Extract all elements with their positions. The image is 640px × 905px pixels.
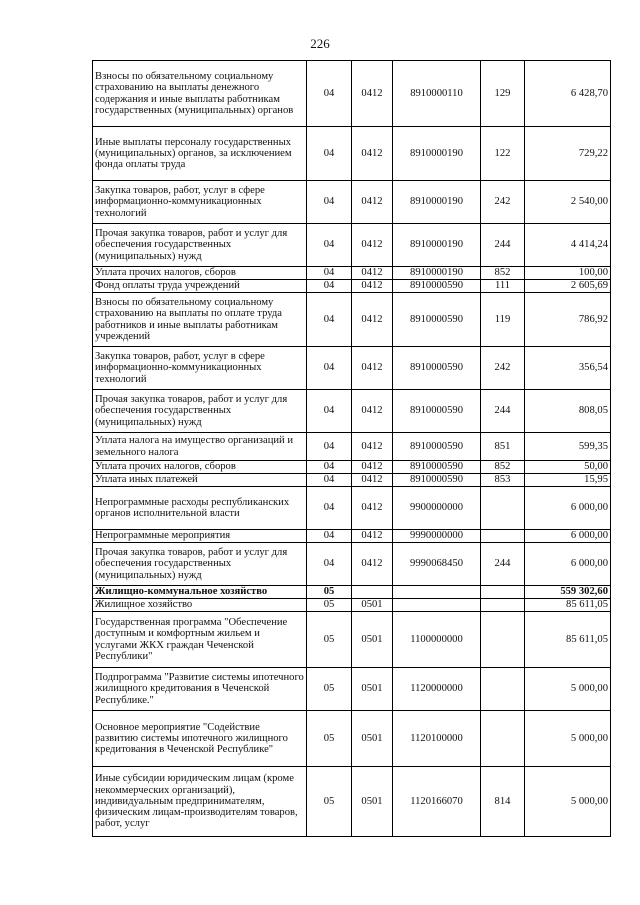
table-row [93,267,611,280]
row-subsection: 0412 [352,293,393,347]
row-section: 04 [307,181,352,224]
row-expense-type [481,599,525,612]
row-expense-type: 244 [481,224,525,267]
row-subsection: 0412 [352,487,393,530]
row-section: 05 [307,711,352,767]
table-row [93,711,611,767]
row-target-code: 8910000590 [393,280,481,293]
row-name: Иные субсидии юридическим лицам (кроме некоммерческих организаций), индивидуальным предпринимателям, физическим лицам-производителям товаров, работ, услуг [93,767,307,837]
row-target-code: 1100000000 [393,612,481,668]
row-name: Фонд оплаты труда учреждений [93,280,307,293]
row-expense-type: 242 [481,181,525,224]
row-expense-type: 853 [481,474,525,487]
row-target-code: 1120100000 [393,711,481,767]
row-subsection: 0412 [352,224,393,267]
row-expense-type: 852 [481,461,525,474]
row-amount: 6 428,70 [525,61,611,127]
row-subsection: 0412 [352,433,393,461]
row-subsection: 0412 [352,461,393,474]
row-section: 04 [307,530,352,543]
row-expense-type [481,711,525,767]
row-amount: 6 000,00 [525,530,611,543]
row-target-code: 8910000590 [393,390,481,433]
row-amount: 6 000,00 [525,543,611,586]
row-target-code [393,586,481,599]
row-section: 04 [307,543,352,586]
table-row [93,461,611,474]
row-target-code [393,599,481,612]
table-row [93,612,611,668]
row-target-code: 8910000190 [393,127,481,181]
row-amount: 6 000,00 [525,487,611,530]
row-target-code: 8910000590 [393,474,481,487]
row-name: Жилищно-коммунальное хозяйство [93,586,307,599]
row-target-code: 1120166070 [393,767,481,837]
row-target-code: 9900000000 [393,487,481,530]
row-name: Прочая закупка товаров, работ и услуг для обеспечения государственных (муниципальных) нужд [93,390,307,433]
row-expense-type: 119 [481,293,525,347]
table-row [93,181,611,224]
row-target-code: 8910000190 [393,224,481,267]
row-amount: 50,00 [525,461,611,474]
row-amount: 5 000,00 [525,668,611,711]
row-section: 05 [307,767,352,837]
table-row [93,390,611,433]
row-section: 04 [307,433,352,461]
row-name: Подпрограмма "Развитие системы ипотечного жилищного кредитования в Чеченской Республике." [93,668,307,711]
row-amount: 5 000,00 [525,767,611,837]
row-section: 04 [307,293,352,347]
row-section: 04 [307,461,352,474]
row-subsection: 0501 [352,612,393,668]
row-section: 04 [307,474,352,487]
table-row [93,487,611,530]
row-name: Прочая закупка товаров, работ и услуг для обеспечения государственных (муниципальных) нужд [93,543,307,586]
table-row [93,474,611,487]
row-name: Иные выплаты персоналу государственных (муниципальных) органов, за исключением фонда оплаты труда [93,127,307,181]
row-name: Непрограммные расходы республиканских органов исполнительной власти [93,487,307,530]
row-name: Взносы по обязательному социальному страхованию на выплаты денежного содержания и иные выплаты работникам государственных (муниципальных) органов [93,61,307,127]
row-name: Закупка товаров, работ, услуг в сфере информационно-коммуникационных технологий [93,347,307,390]
row-expense-type: 852 [481,267,525,280]
row-expense-type: 814 [481,767,525,837]
row-target-code: 1120000000 [393,668,481,711]
row-section: 04 [307,347,352,390]
row-subsection: 0412 [352,530,393,543]
row-expense-type: 242 [481,347,525,390]
row-amount: 85 611,05 [525,612,611,668]
row-section: 04 [307,280,352,293]
row-section: 05 [307,612,352,668]
row-target-code: 8910000190 [393,181,481,224]
row-amount: 559 302,60 [525,586,611,599]
row-amount: 85 611,05 [525,599,611,612]
row-amount: 5 000,00 [525,711,611,767]
row-target-code: 8910000110 [393,61,481,127]
row-amount: 786,92 [525,293,611,347]
row-target-code: 8910000590 [393,433,481,461]
row-subsection: 0412 [352,267,393,280]
table-row [93,543,611,586]
row-expense-type [481,586,525,599]
row-amount: 599,35 [525,433,611,461]
row-expense-type [481,487,525,530]
row-target-code: 8910000590 [393,461,481,474]
row-amount: 4 414,24 [525,224,611,267]
row-subsection: 0412 [352,280,393,293]
row-name: Жилищное хозяйство [93,599,307,612]
row-section: 04 [307,61,352,127]
row-target-code: 9990000000 [393,530,481,543]
table-row [93,530,611,543]
row-name: Взносы по обязательному социальному страхованию на выплаты по оплате труда работников и иные выплаты работникам учреждений [93,293,307,347]
table-row [93,347,611,390]
page-number: 226 [310,36,330,51]
row-target-code: 8910000590 [393,293,481,347]
row-section: 05 [307,668,352,711]
table-row [93,586,611,599]
row-section: 04 [307,127,352,181]
row-subsection: 0412 [352,390,393,433]
row-expense-type: 111 [481,280,525,293]
row-target-code: 9990068450 [393,543,481,586]
row-amount: 2 605,69 [525,280,611,293]
row-subsection: 0412 [352,474,393,487]
row-subsection: 0412 [352,181,393,224]
row-section: 04 [307,224,352,267]
row-name: Уплата иных платежей [93,474,307,487]
row-subsection: 0412 [352,543,393,586]
row-section: 04 [307,267,352,280]
row-target-code: 8910000590 [393,347,481,390]
row-name: Основное мероприятие "Содействие развитию системы ипотечного жилищного кредитования в Чеченской Республике" [93,711,307,767]
row-name: Непрограммные мероприятия [93,530,307,543]
row-subsection: 0501 [352,668,393,711]
row-subsection: 0501 [352,767,393,837]
row-amount: 729,22 [525,127,611,181]
row-section: 04 [307,487,352,530]
row-subsection: 0412 [352,127,393,181]
table-row [93,293,611,347]
row-subsection: 0501 [352,711,393,767]
row-expense-type: 244 [481,543,525,586]
row-expense-type [481,530,525,543]
table-row [93,668,611,711]
row-name: Уплата прочих налогов, сборов [93,267,307,280]
row-name: Уплата налога на имущество организаций и земельного налога [93,433,307,461]
table-row [93,599,611,612]
table-row [93,224,611,267]
row-expense-type [481,668,525,711]
row-name: Уплата прочих налогов, сборов [93,461,307,474]
row-subsection: 0412 [352,61,393,127]
row-target-code: 8910000190 [393,267,481,280]
table-row [93,280,611,293]
row-amount: 356,54 [525,347,611,390]
row-expense-type: 244 [481,390,525,433]
table-row [93,433,611,461]
budget-table [92,60,611,837]
row-expense-type: 851 [481,433,525,461]
row-subsection: 0412 [352,347,393,390]
row-amount: 100,00 [525,267,611,280]
row-section: 04 [307,390,352,433]
row-section: 05 [307,586,352,599]
table-row [93,61,611,127]
row-subsection: 0501 [352,599,393,612]
row-amount: 808,05 [525,390,611,433]
table-row [93,767,611,837]
row-name: Прочая закупка товаров, работ и услуг для обеспечения государственных (муниципальных) нужд [93,224,307,267]
row-subsection [352,586,393,599]
row-amount: 15,95 [525,474,611,487]
table-row [93,127,611,181]
row-expense-type [481,612,525,668]
row-expense-type: 122 [481,127,525,181]
row-amount: 2 540,00 [525,181,611,224]
row-expense-type: 129 [481,61,525,127]
row-name: Государственная программа "Обеспечение доступным и комфортным жильем и услугами ЖКХ граждан Чеченской Республики" [93,612,307,668]
row-section: 05 [307,599,352,612]
row-name: Закупка товаров, работ, услуг в сфере информационно-коммуникационных технологий [93,181,307,224]
